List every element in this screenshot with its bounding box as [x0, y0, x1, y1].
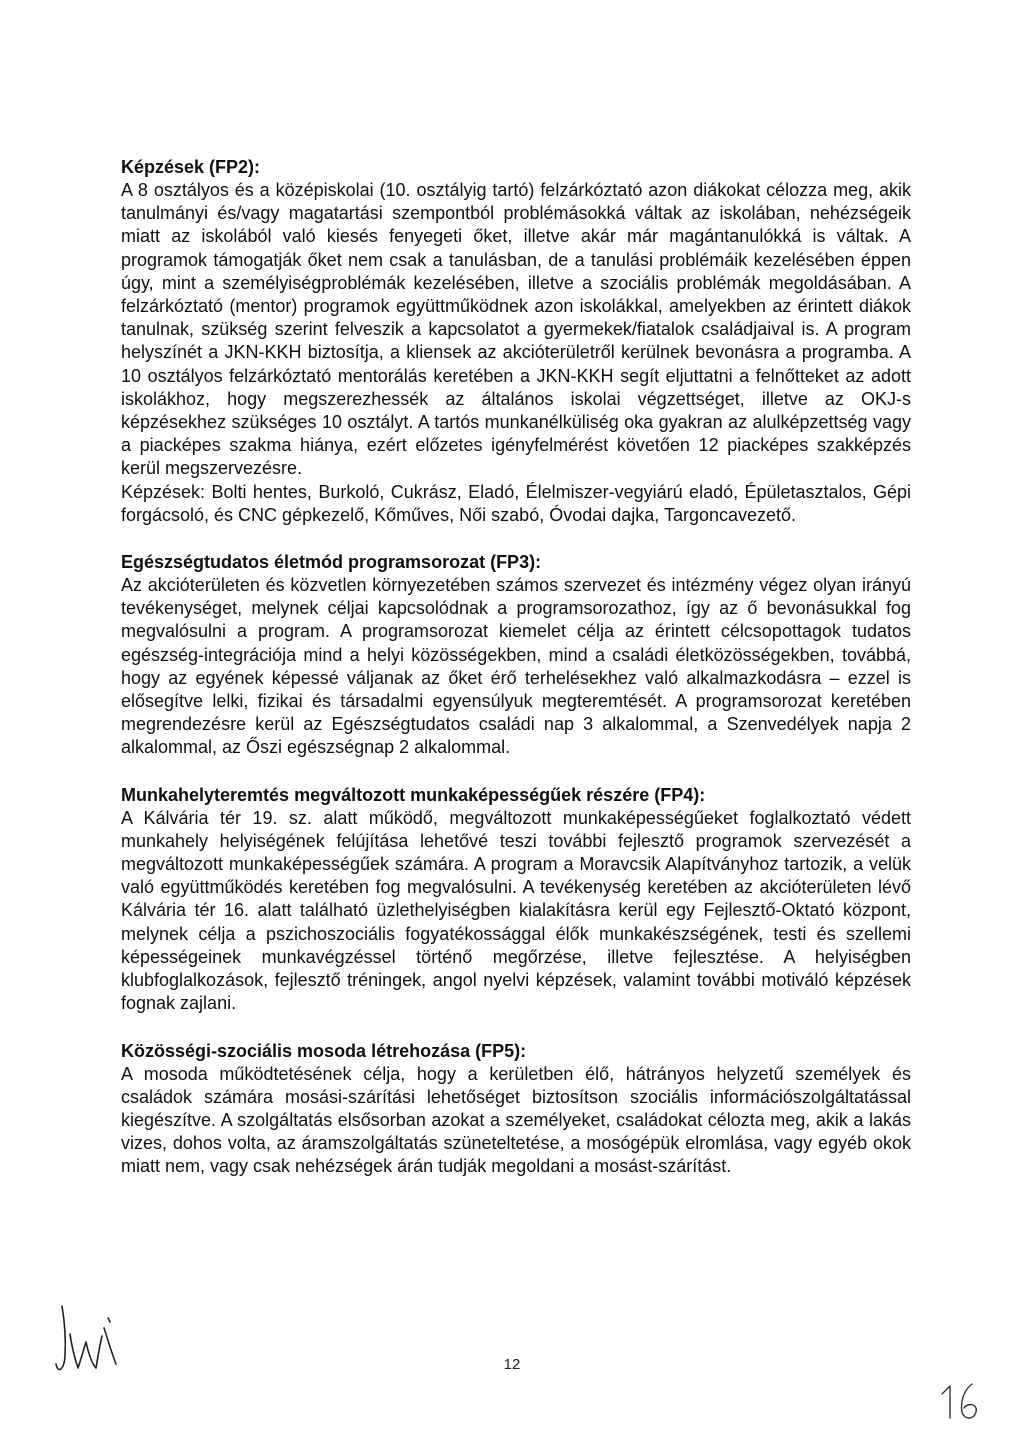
section-paragraph: Az akcióterületen és közvetlen környezetében számos szervezet és intézmény végez olyan irányú tevékenységet, melynek céljai kapcsolódnak a programsorozathoz, így az ő bevonásukkal fog megvalósulni a program. A programsorozat kiemelet célja az érintett célcsopottagok tudatos egészség-integrációja mind a helyi közösségekben, mind a családi életközösségekben, továbbá, hogy az egyének képessé váljanak az őket érő terhelésekhez való alkalmazkodásra – ezzel is elősegítve lelki, fizikai és társadalmi egyensúlyuk megteremtését. A programsorozat keretében megrendezésre kerül az Egészségtudatos családi nap 3 alkalommal, a Szenvedélyek napja 2 alkalommal, az Őszi egészségnap 2 alkalommal. — [121, 575, 911, 758]
section-paragraph: A 8 osztályos és a középiskolai (10. osztályig tartó) felzárkóztató azon diákokat célozza meg, akik tanulmányi és/vagy magatartási szempontból problémásokká váltak az iskolában, nehézségeik miatt az iskolából való kiesés fenyegeti őket, illetve akár már magántanulókká is váltak. A programok támogatják őket nem csak a tanulásban, de a tanulási problémáik kezelésében éppen úgy, mint a személyiségproblémák kezelésében, illetve a szociális problémák megoldásában. A felzárkóztató (mentor) programok együttműködnek azon iskolákkal, amelyekben az érintett diákok tanulnak, szükség szerint felveszik a kapcsolatot a gyermekek/fiatalok családjaival is. A program helyszínét a JKN-KKH biztosítja, a kliensek az akcióterületről kerülnek bevonásra a programba. A 10 osztályos felzárkóztató mentorálás keretében a JKN-KKH segít eljuttatni a felnőtteket az adott iskolákhoz, hogy megszerezhessék az általános iskolai végzettséget, illetve az OKJ-s képzésekhez szükséges 10 osztályt. A tartós munkanélküliség oka gyakran az alulképzettség vagy a piacképes szakma hiánya, ezért előzetes igényfelmérést követően 12 piacképes szakképzés kerül megszervezésre. — [121, 180, 911, 479]
section-heading: Képzések (FP2): — [121, 157, 261, 177]
page-number: 12 — [503, 1356, 521, 1373]
document-body — [121, 155, 911, 1179]
section-paragraph: A mosoda működtetésének célja, hogy a kerületben élő, hátrányos helyzetű személyek és családok számára mosási-szárítási lehetőséget biztosítson szociális információszolgáltatással kiegészítve. A szolgáltatás elsősorban azokat a személyeket, családokat célozta meg, akik a lakás vizes, dohos volta, az áramszolgáltatás szüneteltetése, a mosógépük elromlása, vagy egyéb okok miatt nem, vagy csak nehézségek árán tudják megoldani a mosást-szárítást. — [121, 1063, 911, 1177]
section-fp3 — [121, 550, 911, 760]
section-paragraph: A Kálvária tér 19. sz. alatt működő, megváltozott munkaképességűeket foglalkoztató védett munkahely helyiségének felújítása lehetővé teszi további fejlesztő programok szervezését a megváltozott munkaképességűek számára. A program a Moravcsik Alapítványhoz tartozik, a velük való együttműködés keretében fog megvalósulni. A tevékenység keretében az akcióterületen lévő Kálvária tér 16. alatt található üzlethelyiségben kialakításra kerül egy Fejlesztő-Oktató központ, melynek célja a pszichoszociális fogyatékossággal élők munkakészségének, testi és szellemi képességeinek munkavégzéssel történő megőrzése, illetve fejlesztése. A helyiségben klubfoglalkozások, fejlesztő tréningek, angol nyelvi képzések, valamint további motiváló képzések fognak zajlani. — [121, 807, 911, 1014]
section-heading: Egészségtudatos életmód programsorozat (FP3): — [121, 552, 542, 573]
section-paragraph: Képzések: Bolti hentes, Burkoló, Cukrász, Eladó, Élelmiszer-vegyiárú eladó, Épületasztalos, Gépi forgácsoló, és CNC gépkezelő, Kőműves, Női szabó, Óvodai dajka, Targoncavezető. — [121, 481, 911, 525]
section-fp4 — [121, 783, 911, 1016]
section-fp2 — [121, 155, 911, 527]
handwritten-page-number — [938, 1380, 988, 1427]
section-fp5 — [121, 1039, 911, 1179]
section-heading: Közösségi-szociális mosoda létrehozása (FP5): — [121, 1040, 527, 1061]
section-heading: Munkahelyteremtés megváltozott munkaképességűek részére (FP4): — [121, 784, 706, 805]
